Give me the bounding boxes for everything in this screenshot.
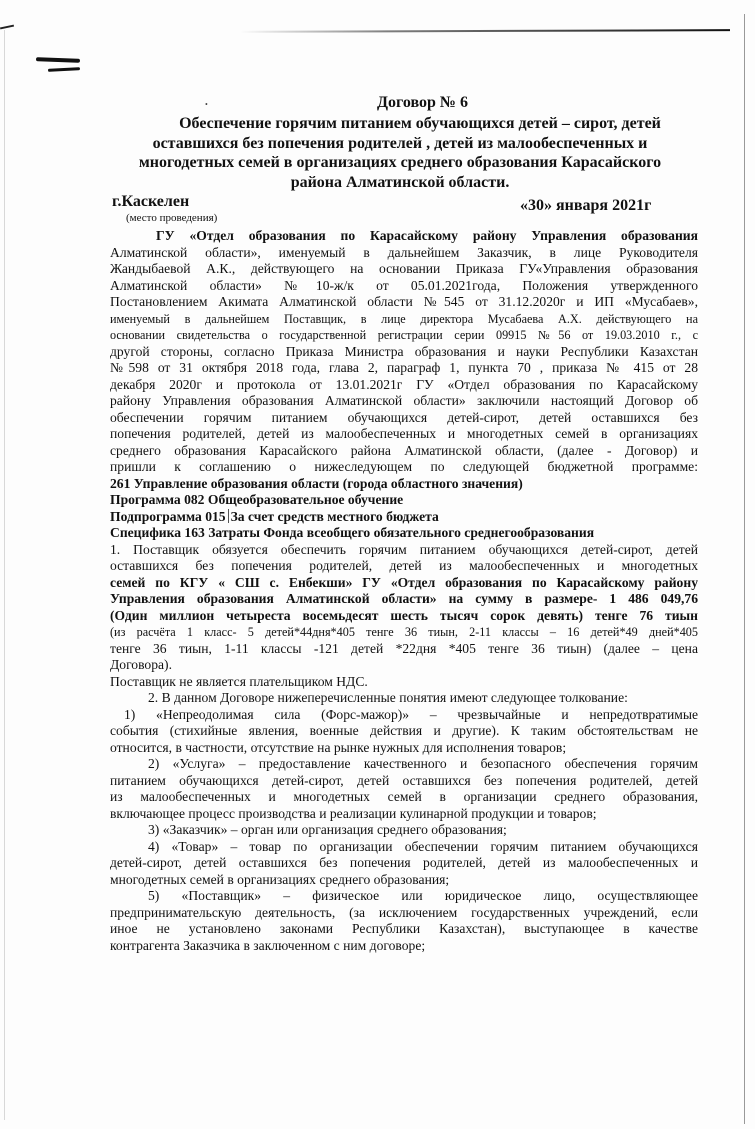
- clause-1-line: (Один миллион четыреста восемьдесят шесть тысяч сорок девять) тенге 76 тиын: [110, 607, 698, 623]
- city: г.Каскелен: [112, 193, 190, 210]
- pen-mark: [228, 509, 229, 523]
- definition-line: контрагента Заказчика в заключенном с ним договоре;: [110, 937, 426, 953]
- subtitle-line: оставшихся без попечения родителей , детей из малообеспеченных и: [152, 134, 648, 152]
- definition-line: 5) «Поставщик» – физическое или юридическое лицо, осуществляющее: [148, 888, 698, 903]
- definition-customer: [110, 822, 698, 839]
- preamble-line: Жандыбаевой А.К., действующего на основании Приказа ГУ«Управления образования: [110, 261, 698, 276]
- vat-note: Поставщик не является плательщиком НДС.: [110, 673, 368, 689]
- definition-line: предпринимательскую деятельность, (за исключением государственных учреждений, если: [110, 904, 698, 920]
- clause-1-line: тенге 36 тиын, 1-11 классы -121 детей *22дня *405 тенге 36 тиын) (далее – цена: [110, 640, 698, 656]
- clause-2-intro: 2. В данном Договоре нижеперечисленные понятия имеют следующее толкование:: [148, 690, 628, 705]
- subtitle-line: Обеспечение горячим питанием обучающихся детей – сирот, детей: [179, 115, 661, 132]
- preamble-line: Постановлением Акимата Алматинской области №545 от 31.12.2020г и ИП «Мусабаев»,: [110, 294, 698, 309]
- corner-mark: [0, 25, 14, 30]
- city-note: (место проведения): [126, 212, 218, 224]
- clause-2: [110, 690, 698, 954]
- definition-line: питанием обучающихся детей-сирот, детей оставшихся без попечения родителей, детей: [110, 772, 698, 788]
- definition-force-majeure: [110, 707, 698, 757]
- subtitle-line: многодетных семей в организациях среднего образования Карасайского: [138, 154, 662, 171]
- clause-1-line: Договора).: [110, 657, 172, 672]
- budget-program-261: 261 Управление образования области (города областного значения): [110, 475, 523, 491]
- preamble-line: основании свидетельства о государственной регистрации серии 09915 №56 от 19.03.2010 г., с: [110, 328, 698, 342]
- contract-date: «30» января 2021г: [520, 197, 652, 214]
- handwritten-stroke: [36, 57, 80, 63]
- definition-line: относится, в частности, отсутствие на рынке нужных для исполнения товаров;: [110, 739, 567, 755]
- preamble-line: другой стороны, согласно Приказа Министра образования и науки Республики Казахстан: [110, 343, 698, 359]
- definition-line: иное не установлено законами Республики Казахстан), выступающее в качестве: [110, 921, 698, 936]
- definition-line: 1) «Непреодолимая сила (Форс-мажор)» – чрезвычайные и непредотвратимые: [124, 706, 698, 722]
- clause-1-line: (из расчёта 1 класс- 5 детей*44дня*405 тенге 36 тиын, 2-11 классы – 16 детей*49 дней*405: [110, 625, 698, 639]
- preamble-line: району Управления образования Алматинской области» заключили настоящий Договор об: [110, 393, 698, 408]
- budget-specifics: Специфика 163 Затраты Фонда всеобщего обязательного среднегообразования: [110, 525, 595, 540]
- budget-subprogram: [110, 509, 698, 526]
- preamble-line: №598 от 31 октября 2018 года, глава 2, параграф 1, пункта 70 , приказа № 415 от 28: [110, 360, 698, 375]
- definition-line: 3) «Заказчик» – орган или организация среднего образования;: [148, 822, 507, 837]
- subprogram-label: Подпрограмма 015: [110, 508, 226, 524]
- preamble: [110, 228, 698, 476]
- preamble-line: среднего образования Карасайского района Алматинской области, (далее - Договор) и: [110, 442, 698, 458]
- definition-line: события (стихийные явления, военные действия и другие). К таким обстоятельствам не: [110, 723, 698, 738]
- definition-supplier: [110, 888, 698, 954]
- preamble-line: пришли к соглашению о нижеследующем по следующей бюджетной программе:: [110, 459, 698, 474]
- clause-1-line: семей по КГУ « СШ с. Енбекши» ГУ «Отдел образования по Карасайскому району: [110, 574, 698, 590]
- contract-subtitle: [80, 114, 720, 192]
- contract-title: Договор № 6: [377, 94, 468, 111]
- scan-edge-right: [744, 14, 745, 1124]
- definition-line: детей-сирот, детей оставшихся без попечения родителей, детей из малообеспеченных и: [110, 855, 698, 870]
- clause-1-line: Управления образования Алматинской области» на сумму в размере- 1 486 049,76: [110, 591, 698, 606]
- definition-goods: [110, 839, 698, 889]
- preamble-line: ГУ «Отдел образования по Карасайскому району Управления образования: [156, 228, 698, 243]
- preamble-line: Алматинской области», именуемый в дальнейшем Заказчик, в лице Руководителя: [110, 244, 698, 260]
- definition-line: включающее процесс производства и реализации кулинарной продукции и товаров;: [110, 805, 597, 821]
- scan-line-top: [240, 29, 730, 33]
- preamble-line: именуемый в дальнейшем Поставщик, в лице директора Мусабаева А.Х. действующего на: [110, 311, 698, 326]
- preamble-line: декабря 2020г и протокола от 13.01.2021г ГУ «Отдел образования по Карасайскому: [110, 376, 698, 392]
- definition-line: 4) «Товар» – товар по организации обеспечении горячим питанием обучающихся: [148, 838, 698, 854]
- subtitle-line: района Алматинской области.: [290, 173, 510, 191]
- ink-dot: •: [205, 100, 208, 109]
- clause-1-line: оставшихся без попечения родителей, детей из малообеспеченных и многодетных: [110, 558, 698, 573]
- contract-body: [110, 228, 698, 954]
- subprogram-text: За счет средств местного бюджета: [230, 508, 439, 524]
- definition-line: из малообеспеченных и многодетных семей в организации среднего образования,: [110, 789, 698, 804]
- budget-program-082: Программа 082 Общеобразовательное обучение: [110, 492, 404, 507]
- budget-program: [110, 476, 698, 542]
- clause-1-line: 1. Поставщик обязуется обеспечить горячим питанием обучающихся детей-сирот, детей: [110, 541, 698, 557]
- preamble-line: Алматинской области» №10-ж/к от 05.01.2021года, Положения утвержденного: [110, 277, 698, 293]
- preamble-line: попечения родителей, детей из малообеспеченных и многодетных семей в организациях: [110, 426, 698, 441]
- scan-edge-left: [4, 30, 5, 1120]
- definition-line: многодетных семей в организациях среднего образования;: [110, 871, 450, 887]
- handwritten-stroke: [48, 67, 80, 72]
- preamble-line: обеспечении горячим питанием обучающихся детей-сирот, детей оставшихся без: [110, 409, 698, 425]
- definition-service: [110, 756, 698, 822]
- clause-1: [110, 542, 698, 674]
- definition-line: 2) «Услуга» – предоставление качественного и безопасного обеспечения горячим: [148, 756, 698, 771]
